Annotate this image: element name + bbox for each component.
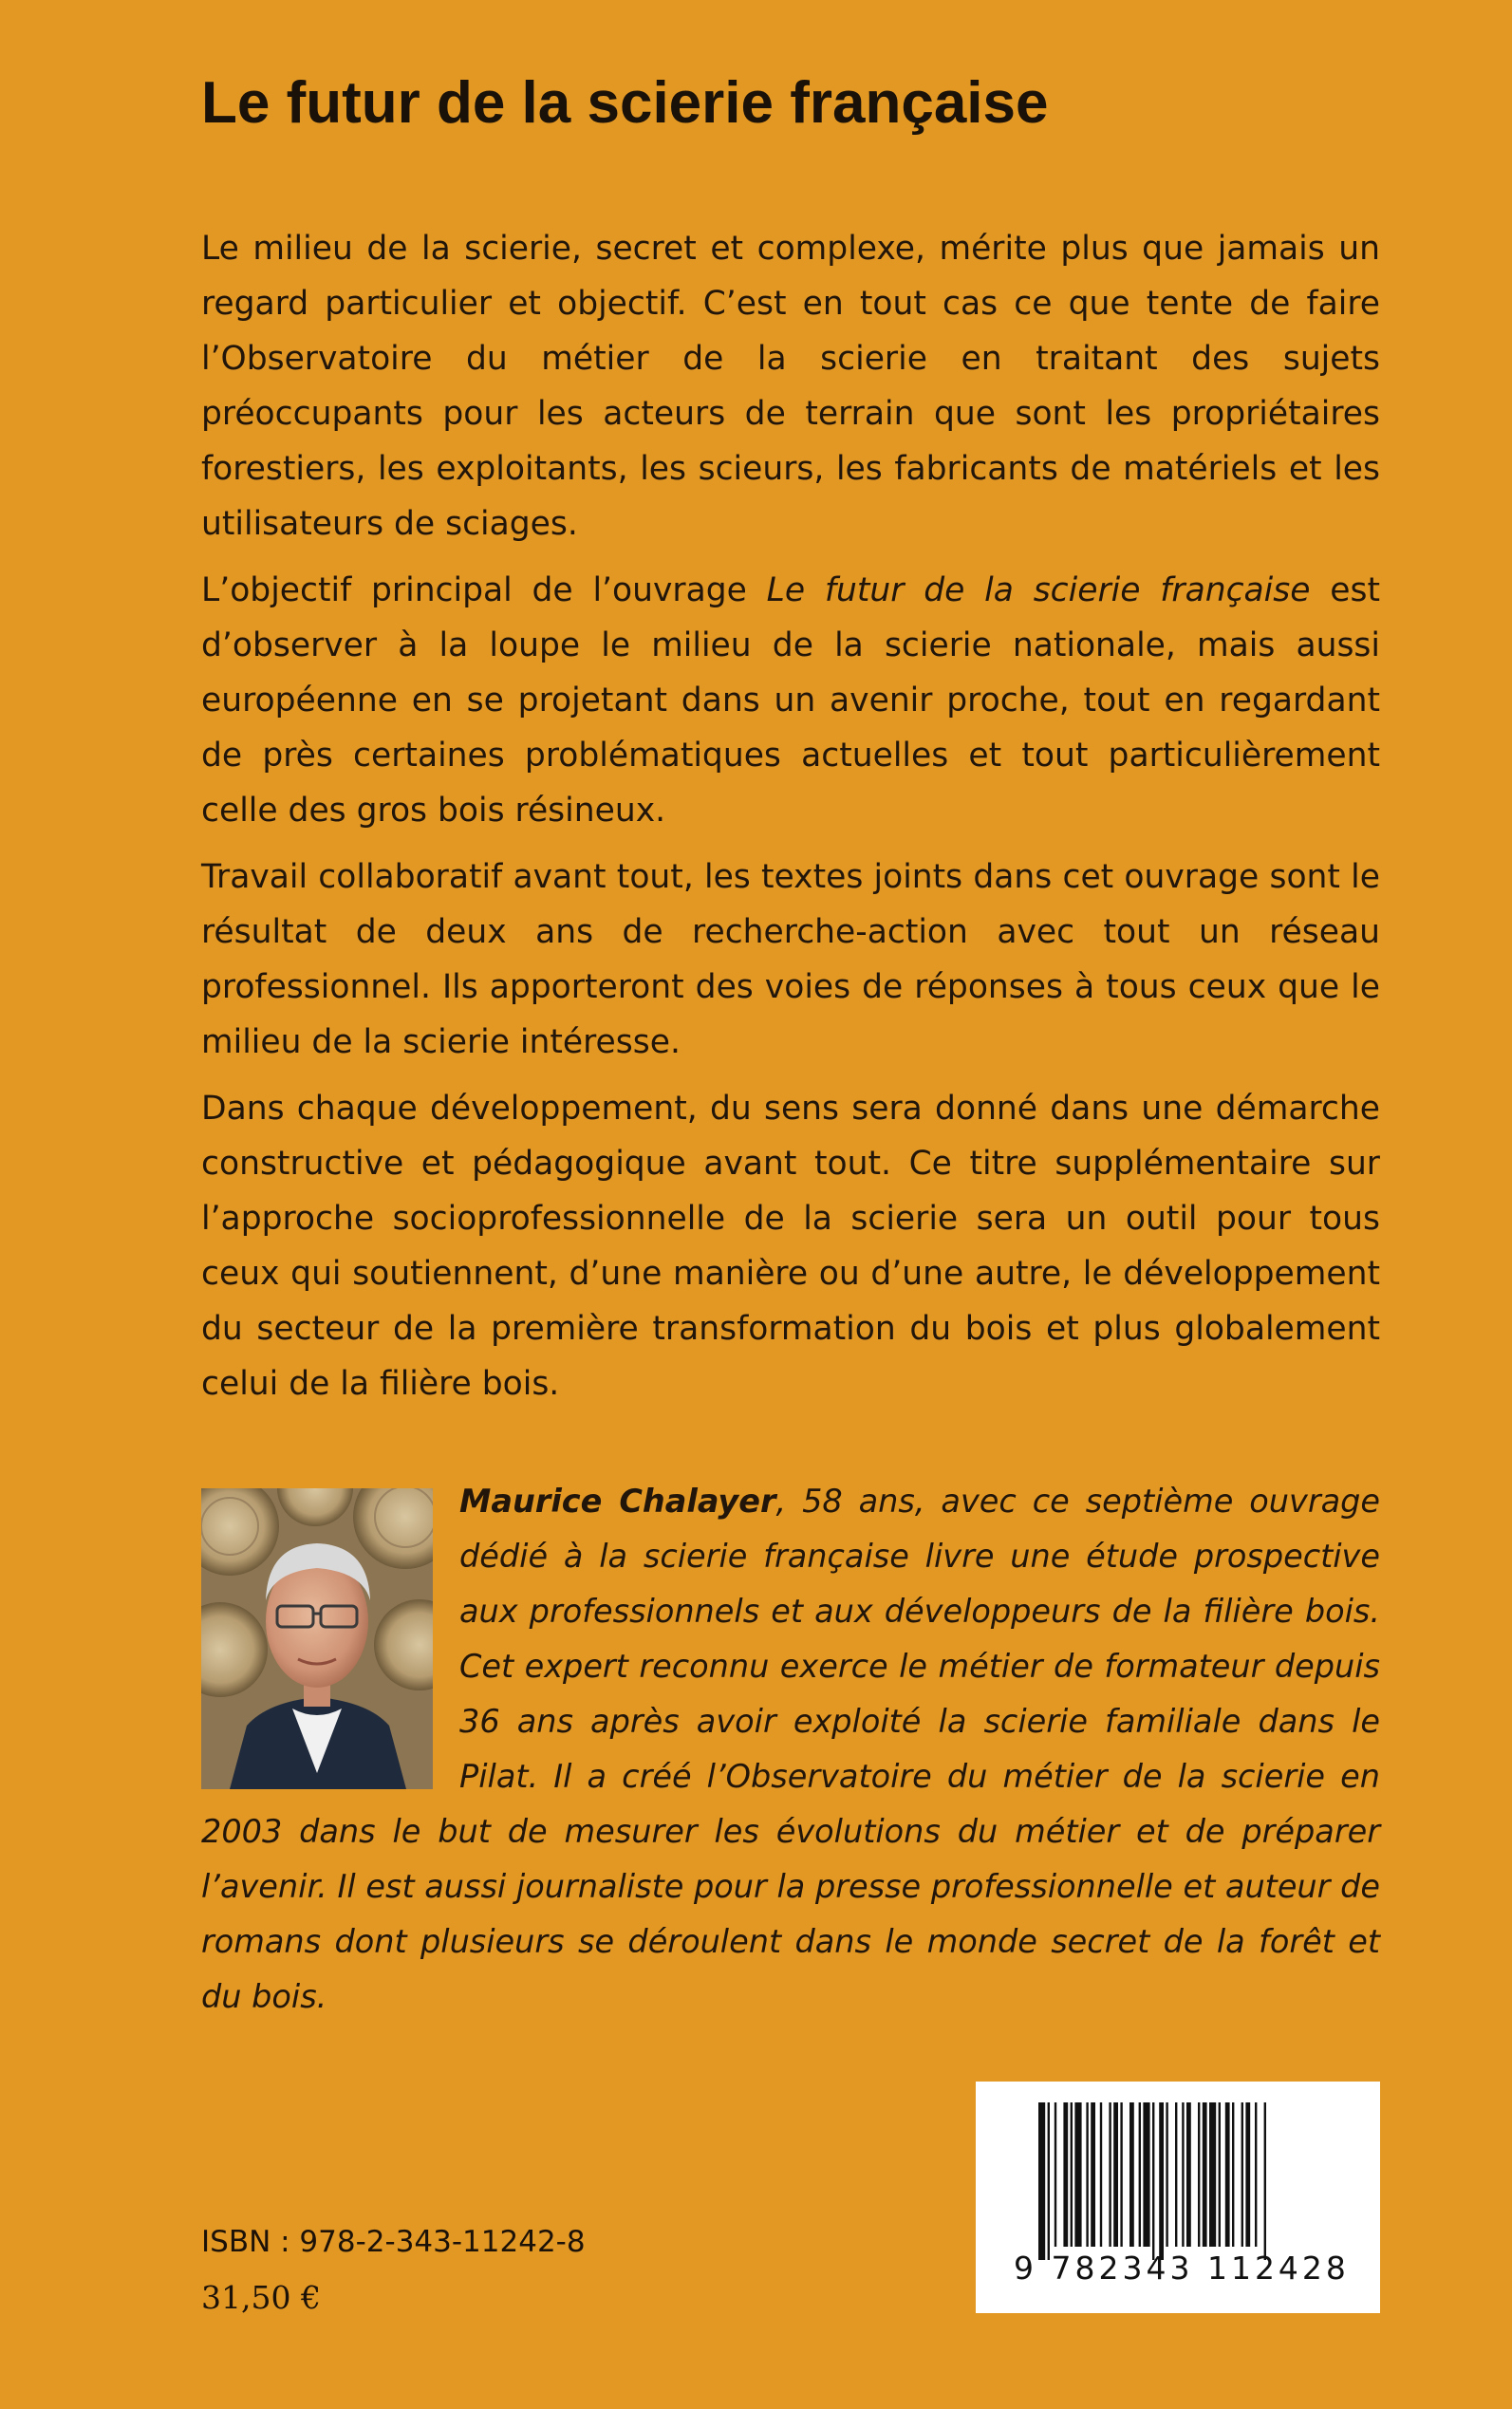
- author-bio-body: , 58 ans, avec ce septième ouvrage dédié à la scierie française livre une étude prospective aux professionnels et aux développeurs de la filière bois. Cet expert reconnu exerce le métier de formateur depuis 36 ans après avoir exploité la scierie familiale dans le Pilat. Il a créé l’Observatoire du métier de la scierie en 2003 dans le but de mesurer les évolutions du métier et de préparer l’avenir. Il est aussi journaliste pour la presse professionnelle et auteur de romans dont plusieurs se déroulent dans le monde secret de la forêt et du bois.: [201, 1483, 1380, 2015]
- barcode-bar: [1175, 2102, 1177, 2247]
- barcode-bar: [1071, 2102, 1073, 2247]
- barcode-bar: [1203, 2102, 1207, 2247]
- barcode-bar: [1100, 2102, 1102, 2247]
- description-text: [201, 221, 1380, 1423]
- barcode-bar: [1225, 2102, 1230, 2247]
- barcode-bar: [1038, 2102, 1045, 2260]
- barcode-bar: [1166, 2102, 1167, 2247]
- description-paragraph-2: [201, 563, 1380, 838]
- barcode-bar: [1219, 2102, 1221, 2247]
- barcode-bar: [1129, 2102, 1134, 2247]
- paragraph-2-rest: est d’observer à la loupe le milieu de la scierie nationale, mais aussi européenne en se projetant dans un avenir proche, tout en regardant de près certaines problématiques actuelles et tout particulièrement celle des gros bois résineux.: [201, 571, 1380, 830]
- barcode-bar: [1232, 2102, 1234, 2247]
- barcode-bar: [1063, 2102, 1068, 2247]
- barcode-bar: [1086, 2102, 1088, 2247]
- barcode-bar: [1055, 2102, 1056, 2247]
- barcode-bar: [1186, 2102, 1191, 2247]
- author-photo: [201, 1488, 433, 1789]
- description-paragraph-4: Dans chaque développement, du sens sera donné dans une démarche constructive et pédagogique avant tout. Ce titre supplémentaire sur l’approche socioprofessionnelle de la scierie sera un outil pour tous ceux qui soutiennent, d’une manière ou d’une autre, le développement du secteur de la première transformation du bois et plus globalement celui de la filière bois.: [201, 1090, 1380, 1403]
- barcode-bar: [1264, 2102, 1266, 2260]
- price: 31,50 €: [201, 2279, 321, 2316]
- description-paragraph-1: Le milieu de la scierie, secret et complexe, mérite plus que jamais un regard particulier et objectif. C’est en tout cas ce que tente de faire l’Observatoire du métier de la scierie en traitant des sujets préoccupants pour les acteurs de terrain que sont les propriétaires forestiers, les exploitants, les scieurs, les fabricants de matériels et les utilisateurs de sciages.: [201, 230, 1380, 543]
- barcode-bar: [1255, 2102, 1257, 2247]
- barcode-bar: [1048, 2102, 1050, 2260]
- barcode-bar: [1159, 2102, 1164, 2260]
- description-paragraph-3: Travail collaboratif avant tout, les textes joints dans cet ouvrage sont le résultat de deux ans de recherche-action avec tout un réseau professionnel. Ils apporteront des voies de réponses à tous ceux que le milieu de la scierie intéresse.: [201, 858, 1380, 1061]
- barcode-number: 9 782343 112428: [1014, 2250, 1350, 2287]
- barcode-bar: [1143, 2102, 1149, 2247]
- barcode-bar: [1120, 2102, 1122, 2247]
- book-title-reference: Le futur de la scierie française: [766, 571, 1311, 609]
- barcode: [976, 2082, 1380, 2313]
- barcode-bar: [1245, 2102, 1250, 2247]
- book-title: Le futur de la scierie française: [201, 70, 1049, 136]
- barcode-bar: [1109, 2102, 1111, 2247]
- barcode-bar: [1139, 2102, 1141, 2247]
- barcode-bar: [1209, 2102, 1216, 2247]
- paragraph-2-intro: L’objectif principal de l’ouvrage: [201, 571, 767, 609]
- author-name: Maurice Chalayer: [459, 1483, 776, 1520]
- barcode-bar: [1091, 2102, 1095, 2247]
- barcode-bar: [1074, 2102, 1081, 2247]
- barcode-bar: [1113, 2102, 1118, 2247]
- isbn: ISBN : 978-2-343-11242-8: [201, 2225, 586, 2259]
- barcode-bar: [1182, 2102, 1184, 2247]
- barcode-bar: [1152, 2102, 1154, 2260]
- barcode-bar: [1198, 2102, 1200, 2247]
- author-bio: [201, 1474, 1380, 2025]
- barcode-bar: [1241, 2102, 1243, 2247]
